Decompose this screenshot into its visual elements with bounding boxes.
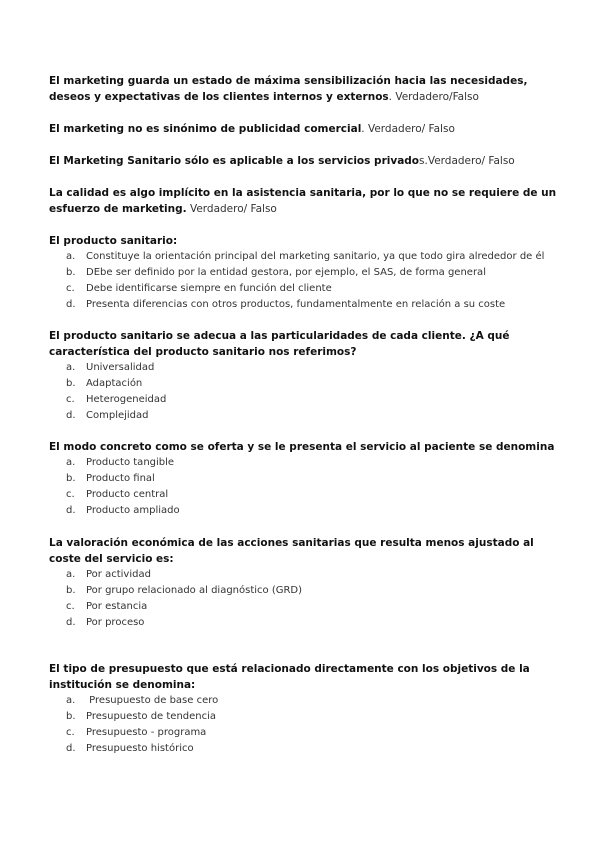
question-1: [49, 73, 559, 105]
question-8: [49, 535, 559, 567]
option-c: c. Debe identificarse siempre en función del cliente: [66, 283, 332, 294]
option-a: a. Presupuesto de base cero: [66, 695, 219, 706]
question-3-text: El Marketing Sanitario sólo es aplicable a los servicios privado: [49, 155, 420, 167]
question-7-text: El modo concreto como se oferta y se le presenta el servicio al paciente se denomina: [49, 441, 555, 453]
question-4-text: La calidad es algo implícito en la asistencia sanitaria, por lo que no se requiere de un esfuerzo de marketing.: [49, 187, 557, 215]
question-3: [49, 153, 559, 169]
option-c: c. Producto central: [66, 489, 169, 500]
question-5: [49, 233, 559, 249]
option-c: c. Presupuesto - programa: [66, 727, 207, 738]
option-b: b. Presupuesto de tendencia: [66, 711, 217, 722]
option-d: d. Producto ampliado: [66, 505, 180, 516]
option-b: b. DEbe ser definido por la entidad gestora, por ejemplo, el SAS, de forma general: [66, 267, 486, 278]
option-a: a. Producto tangible: [66, 457, 175, 468]
question-6-options: [66, 360, 566, 424]
option-a: a. Por actividad: [66, 569, 151, 580]
question-9-text: El tipo de presupuesto que está relacionado directamente con los objetivos de la institución se denomina:: [49, 663, 530, 691]
option-b: b. Por grupo relacionado al diagnóstico (GRD): [66, 585, 303, 596]
question-6-text: El producto sanitario se adecua a las particularidades de cada cliente. ¿A qué característica del producto sanitario nos referimos?: [49, 330, 510, 358]
option-c: c. Por estancia: [66, 601, 148, 612]
question-4-answer: Verdadero/ Falso: [186, 203, 277, 215]
question-7-options: [66, 455, 566, 519]
option-d: d. Presenta diferencias con otros productos, fundamentalmente en relación a su coste: [66, 299, 506, 310]
option-a: a. Universalidad: [66, 362, 155, 373]
question-2: [49, 121, 559, 137]
option-d: d. Presupuesto histórico: [66, 743, 194, 754]
question-3-answer: s.Verdadero/ Falso: [419, 155, 515, 167]
option-d: d. Complejidad: [66, 410, 149, 421]
question-7: [49, 439, 559, 455]
question-9: [49, 661, 559, 693]
option-b: b. Adaptación: [66, 378, 143, 389]
question-1-answer: . Verdadero/Falso: [388, 91, 479, 103]
question-8-options: [66, 567, 566, 631]
question-4: [49, 185, 559, 217]
option-a: a. Constituye la orientación principal del marketing sanitario, ya que todo gira alrededor de él: [66, 251, 545, 262]
question-5-options: [66, 249, 566, 313]
question-8-text: La valoración económica de las acciones sanitarias que resulta menos ajustado al coste del servicio es:: [49, 537, 534, 565]
question-1-text: El marketing guarda un estado de máxima sensibilización hacia las necesidades, deseos y expectativas de los clientes internos y externos: [49, 75, 528, 103]
question-6: [49, 328, 559, 360]
option-d: d. Por proceso: [66, 617, 145, 628]
option-c: c. Heterogeneidad: [66, 394, 167, 405]
question-2-text: El marketing no es sinónimo de publicidad comercial: [49, 123, 362, 135]
question-9-options: [66, 693, 566, 757]
question-2-answer: . Verdadero/ Falso: [361, 123, 455, 135]
question-5-text: El producto sanitario:: [49, 235, 178, 247]
option-b: b. Producto final: [66, 473, 155, 484]
